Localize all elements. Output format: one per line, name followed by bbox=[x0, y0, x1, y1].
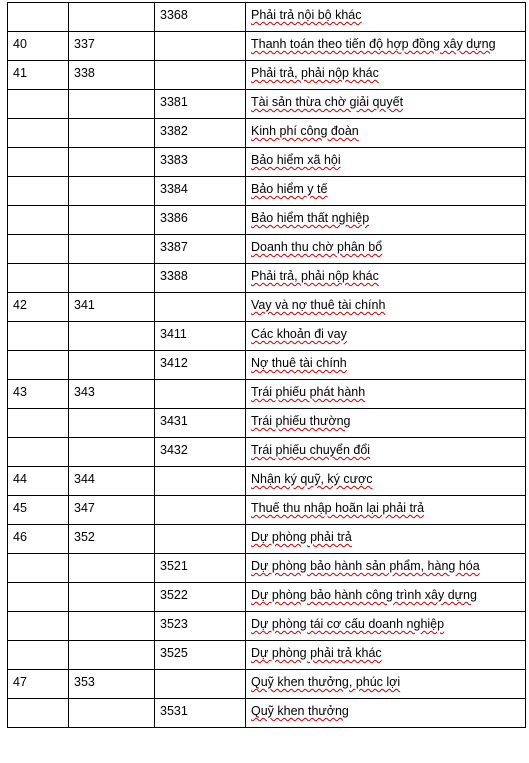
table-row bbox=[8, 148, 526, 177]
row-number-cell bbox=[8, 264, 69, 293]
row-number-cell bbox=[8, 61, 69, 90]
level1-account-cell bbox=[69, 467, 155, 496]
account-name-text: Kinh phí công đoàn bbox=[251, 124, 359, 138]
account-name-text: Dự phòng bảo hành sản phẩm, hàng hóa bbox=[251, 559, 480, 573]
level2-account-cell bbox=[155, 119, 246, 148]
account-table bbox=[7, 2, 526, 728]
level1-account-cell bbox=[69, 583, 155, 612]
table-row bbox=[8, 61, 526, 90]
level1-account-cell bbox=[69, 380, 155, 409]
account-name-text: Các khoản đi vay bbox=[251, 327, 347, 341]
row-number-cell bbox=[8, 177, 69, 206]
account-name-text: Trái phiếu thường bbox=[251, 414, 351, 428]
row-number-text: 47 bbox=[13, 675, 27, 689]
level2-account-text: 3382 bbox=[160, 124, 188, 138]
table-row bbox=[8, 3, 526, 32]
row-number-cell bbox=[8, 293, 69, 322]
account-name-text: Doanh thu chờ phân bổ bbox=[251, 240, 383, 254]
account-name-text: Dự phòng tái cơ cấu doanh nghiệp bbox=[251, 617, 445, 631]
account-name-cell bbox=[246, 235, 526, 264]
account-name-cell bbox=[246, 322, 526, 351]
account-name-cell bbox=[246, 467, 526, 496]
account-name-text: Bảo hiểm y tế bbox=[251, 182, 328, 196]
row-number-cell bbox=[8, 32, 69, 61]
level1-account-cell bbox=[69, 61, 155, 90]
row-number-cell bbox=[8, 438, 69, 467]
level2-account-text: 3386 bbox=[160, 211, 188, 225]
level2-account-text: 3432 bbox=[160, 443, 188, 457]
level1-account-cell bbox=[69, 90, 155, 119]
level2-account-cell bbox=[155, 380, 246, 409]
account-name-cell bbox=[246, 583, 526, 612]
row-number-cell bbox=[8, 90, 69, 119]
account-name-cell bbox=[246, 438, 526, 467]
level2-account-text: 3531 bbox=[160, 704, 188, 718]
table-row bbox=[8, 32, 526, 61]
account-name-text: Quỹ khen thưởng, phúc lợi bbox=[251, 675, 401, 689]
account-name-cell bbox=[246, 293, 526, 322]
level2-account-cell bbox=[155, 699, 246, 728]
level1-account-cell bbox=[69, 641, 155, 670]
level2-account-cell bbox=[155, 670, 246, 699]
account-name-cell bbox=[246, 496, 526, 525]
account-name-cell bbox=[246, 670, 526, 699]
account-name-cell bbox=[246, 3, 526, 32]
account-name-text: Tài sản thừa chờ giải quyết bbox=[251, 95, 404, 109]
level2-account-cell bbox=[155, 206, 246, 235]
level1-account-text: 341 bbox=[74, 298, 95, 312]
row-number-text: 46 bbox=[13, 530, 27, 544]
account-name-cell bbox=[246, 641, 526, 670]
level1-account-cell bbox=[69, 670, 155, 699]
level1-account-cell bbox=[69, 3, 155, 32]
table-row bbox=[8, 583, 526, 612]
account-name-text: Trái phiếu phát hành bbox=[251, 385, 366, 399]
account-name-cell bbox=[246, 177, 526, 206]
account-name-text: Thanh toán theo tiến độ hợp đồng xây dựng bbox=[251, 37, 496, 51]
level2-account-cell bbox=[155, 264, 246, 293]
level2-account-cell bbox=[155, 293, 246, 322]
table-row bbox=[8, 351, 526, 380]
account-name-text: Quỹ khen thưởng bbox=[251, 704, 349, 718]
level2-account-text: 3521 bbox=[160, 559, 188, 573]
row-number-cell bbox=[8, 670, 69, 699]
row-number-text: 43 bbox=[13, 385, 27, 399]
level2-account-cell bbox=[155, 641, 246, 670]
row-number-cell bbox=[8, 641, 69, 670]
account-name-text: Phải trả nội bộ khác bbox=[251, 8, 362, 22]
account-name-cell bbox=[246, 148, 526, 177]
account-name-text: Nợ thuê tài chính bbox=[251, 356, 347, 370]
row-number-cell bbox=[8, 119, 69, 148]
level2-account-text: 3388 bbox=[160, 269, 188, 283]
row-number-cell bbox=[8, 235, 69, 264]
account-name-cell bbox=[246, 380, 526, 409]
level1-account-cell bbox=[69, 235, 155, 264]
level2-account-cell bbox=[155, 438, 246, 467]
row-number-text: 45 bbox=[13, 501, 27, 515]
table-row bbox=[8, 641, 526, 670]
level1-account-cell bbox=[69, 496, 155, 525]
level2-account-text: 3381 bbox=[160, 95, 188, 109]
level1-account-cell bbox=[69, 148, 155, 177]
level2-account-cell bbox=[155, 525, 246, 554]
level1-account-cell bbox=[69, 322, 155, 351]
level1-account-text: 337 bbox=[74, 37, 95, 51]
account-name-text: Bảo hiểm thất nghiệp bbox=[251, 211, 370, 225]
account-name-cell bbox=[246, 90, 526, 119]
account-name-cell bbox=[246, 409, 526, 438]
row-number-cell bbox=[8, 554, 69, 583]
level1-account-cell bbox=[69, 32, 155, 61]
row-number-cell bbox=[8, 351, 69, 380]
row-number-cell bbox=[8, 699, 69, 728]
level2-account-text: 3525 bbox=[160, 646, 188, 660]
level2-account-text: 3387 bbox=[160, 240, 188, 254]
row-number-cell bbox=[8, 496, 69, 525]
table-row bbox=[8, 380, 526, 409]
level1-account-cell bbox=[69, 351, 155, 380]
row-number-text: 42 bbox=[13, 298, 27, 312]
row-number-cell bbox=[8, 467, 69, 496]
level2-account-cell bbox=[155, 90, 246, 119]
account-name-cell bbox=[246, 61, 526, 90]
account-name-cell bbox=[246, 612, 526, 641]
level1-account-cell bbox=[69, 554, 155, 583]
level2-account-cell bbox=[155, 554, 246, 583]
row-number-cell bbox=[8, 148, 69, 177]
table-row bbox=[8, 264, 526, 293]
level2-account-text: 3384 bbox=[160, 182, 188, 196]
level2-account-text: 3431 bbox=[160, 414, 188, 428]
account-name-text: Trái phiếu chuyển đổi bbox=[251, 443, 371, 457]
table-row bbox=[8, 235, 526, 264]
row-number-cell bbox=[8, 322, 69, 351]
level2-account-cell bbox=[155, 351, 246, 380]
level1-account-cell bbox=[69, 177, 155, 206]
row-number-cell bbox=[8, 409, 69, 438]
level2-account-cell bbox=[155, 612, 246, 641]
level1-account-cell bbox=[69, 119, 155, 148]
account-name-cell bbox=[246, 554, 526, 583]
account-name-text: Phải trả, phải nộp khác bbox=[251, 269, 379, 283]
row-number-cell bbox=[8, 583, 69, 612]
account-name-text: Bảo hiểm xã hội bbox=[251, 153, 341, 167]
account-name-cell bbox=[246, 206, 526, 235]
level2-account-cell bbox=[155, 467, 246, 496]
account-name-text: Dự phòng bảo hành công trình xây dựng bbox=[251, 588, 477, 602]
level2-account-cell bbox=[155, 61, 246, 90]
level1-account-text: 347 bbox=[74, 501, 95, 515]
table-row bbox=[8, 409, 526, 438]
level1-account-cell bbox=[69, 612, 155, 641]
table-row bbox=[8, 612, 526, 641]
account-name-text: Nhận ký quỹ, ký cược bbox=[251, 472, 373, 486]
level2-account-cell bbox=[155, 409, 246, 438]
level1-account-cell bbox=[69, 438, 155, 467]
row-number-text: 40 bbox=[13, 37, 27, 51]
table-row bbox=[8, 670, 526, 699]
table-row bbox=[8, 496, 526, 525]
level1-account-cell bbox=[69, 525, 155, 554]
account-name-cell bbox=[246, 351, 526, 380]
row-number-cell bbox=[8, 3, 69, 32]
account-name-text: Thuế thu nhập hoãn lại phải trả bbox=[251, 501, 425, 515]
table-row bbox=[8, 554, 526, 583]
table-row bbox=[8, 206, 526, 235]
table-row bbox=[8, 438, 526, 467]
level2-account-text: 3523 bbox=[160, 617, 188, 631]
level2-account-cell bbox=[155, 32, 246, 61]
level2-account-text: 3383 bbox=[160, 153, 188, 167]
level1-account-text: 352 bbox=[74, 530, 95, 544]
table-row bbox=[8, 90, 526, 119]
row-number-cell bbox=[8, 525, 69, 554]
level2-account-text: 3522 bbox=[160, 588, 188, 602]
level2-account-cell bbox=[155, 322, 246, 351]
level1-account-text: 353 bbox=[74, 675, 95, 689]
account-name-cell bbox=[246, 699, 526, 728]
level1-account-cell bbox=[69, 293, 155, 322]
row-number-cell bbox=[8, 612, 69, 641]
table-row bbox=[8, 525, 526, 554]
level1-account-text: 338 bbox=[74, 66, 95, 80]
account-name-text: Vay và nợ thuê tài chính bbox=[251, 298, 386, 312]
level1-account-cell bbox=[69, 206, 155, 235]
table-row bbox=[8, 293, 526, 322]
level2-account-cell bbox=[155, 235, 246, 264]
level2-account-cell bbox=[155, 583, 246, 612]
row-number-cell bbox=[8, 380, 69, 409]
table-row bbox=[8, 467, 526, 496]
level2-account-text: 3412 bbox=[160, 356, 188, 370]
level2-account-cell bbox=[155, 148, 246, 177]
table-row bbox=[8, 699, 526, 728]
level1-account-cell bbox=[69, 264, 155, 293]
level2-account-text: 3368 bbox=[160, 8, 188, 22]
level2-account-text: 3411 bbox=[160, 327, 187, 341]
row-number-cell bbox=[8, 206, 69, 235]
row-number-text: 41 bbox=[13, 66, 27, 80]
account-name-cell bbox=[246, 32, 526, 61]
account-name-cell bbox=[246, 119, 526, 148]
level1-account-cell bbox=[69, 699, 155, 728]
level1-account-text: 343 bbox=[74, 385, 95, 399]
level2-account-cell bbox=[155, 177, 246, 206]
table-row bbox=[8, 177, 526, 206]
level2-account-cell bbox=[155, 3, 246, 32]
account-name-text: Dự phòng phải trả khác bbox=[251, 646, 382, 660]
row-number-text: 44 bbox=[13, 472, 27, 486]
level2-account-cell bbox=[155, 496, 246, 525]
account-name-cell bbox=[246, 525, 526, 554]
account-name-cell bbox=[246, 264, 526, 293]
account-name-text: Dự phòng phải trả bbox=[251, 530, 352, 544]
level1-account-text: 344 bbox=[74, 472, 95, 486]
table-row bbox=[8, 119, 526, 148]
level1-account-cell bbox=[69, 409, 155, 438]
table-row bbox=[8, 322, 526, 351]
account-name-text: Phải trả, phải nộp khác bbox=[251, 66, 379, 80]
